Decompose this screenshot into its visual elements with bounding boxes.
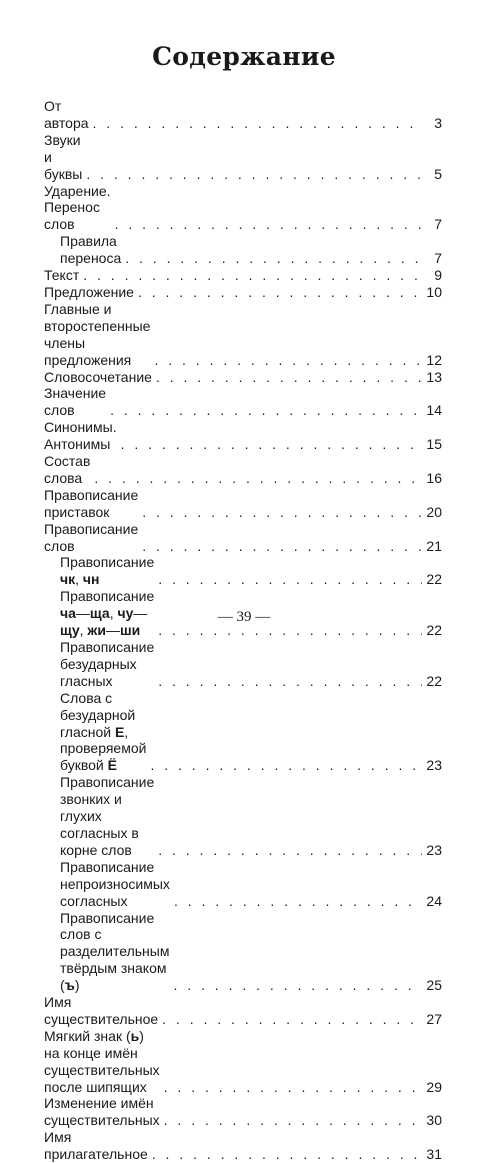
toc-entry-page: 3 <box>434 114 442 131</box>
toc-entry[interactable] <box>44 639 442 690</box>
toc-entry[interactable] <box>44 98 442 132</box>
toc-entry[interactable] <box>44 267 442 284</box>
dot-leader <box>115 216 424 233</box>
toc-entry-title: Правописание чк, чн <box>60 554 155 588</box>
toc-entry-title: Имя прилагательное <box>44 1129 148 1163</box>
toc-entry-title: Правописание ча—ща, чу—щу, жи—ши <box>60 588 155 639</box>
toc-entry-page: 9 <box>434 267 442 284</box>
toc-entry[interactable] <box>44 994 442 1028</box>
dot-leader <box>158 571 422 588</box>
toc-entry-page: 30 <box>426 1112 442 1129</box>
toc-entry-title: Значение слов <box>44 385 107 419</box>
dot-leader <box>154 352 422 369</box>
toc-entry-title: Изменение имён существительных <box>44 1095 160 1129</box>
toc-entry-title: От автора <box>44 98 89 131</box>
toc-entry[interactable] <box>44 183 442 234</box>
page-number: — 39 — <box>217 609 271 625</box>
toc-entry-title: Правописание непроизносимых согласных <box>60 858 170 909</box>
dot-leader <box>138 284 422 301</box>
toc-entry[interactable] <box>44 301 442 369</box>
page-title: Содержание <box>152 42 336 71</box>
toc-entry[interactable] <box>44 453 442 487</box>
dot-leader <box>121 436 423 453</box>
toc-entry-page: 10 <box>426 283 442 300</box>
toc-entry-page: 20 <box>426 503 442 520</box>
toc-entry[interactable] <box>44 690 442 775</box>
toc-entry[interactable] <box>44 487 442 521</box>
toc-entry-page: 23 <box>426 841 442 858</box>
toc-entry-page: 21 <box>426 537 442 554</box>
toc-entry-title: Ударение. Перенос слов <box>44 182 111 233</box>
dot-leader <box>150 757 422 774</box>
toc-entry-title: Правила переноса <box>60 233 122 267</box>
toc-entry-page: 22 <box>426 672 442 689</box>
toc-entry[interactable] <box>44 859 442 910</box>
toc-entry-title: Предложение <box>44 283 134 300</box>
toc-entry[interactable] <box>44 1028 442 1096</box>
dot-leader <box>173 977 422 994</box>
dot-leader <box>142 538 422 555</box>
toc-entry-page: 31 <box>426 1146 442 1163</box>
toc-entry-title: Синонимы. Антонимы <box>44 419 117 453</box>
dot-leader <box>164 1112 423 1129</box>
toc-entry[interactable] <box>44 521 442 555</box>
toc-entry-page: 7 <box>434 250 442 267</box>
toc-entry[interactable] <box>44 132 442 183</box>
toc-entry-title: Главные и второстепенные члены предложения <box>44 300 151 368</box>
toc-entry-title: Имя существительное <box>44 994 159 1027</box>
toc-entry[interactable] <box>44 1095 442 1129</box>
toc-entry-page: 12 <box>426 351 442 368</box>
toc-entry[interactable] <box>44 369 442 386</box>
toc-entry[interactable] <box>44 1129 442 1163</box>
toc-entry-page: 27 <box>426 1010 442 1027</box>
toc-entry[interactable] <box>44 233 442 267</box>
dot-leader <box>93 115 424 132</box>
toc-entry-title: Правописание приставок <box>44 486 139 520</box>
dot-leader <box>125 250 424 267</box>
dot-leader <box>83 267 424 284</box>
dot-leader <box>164 1079 423 1096</box>
dot-leader <box>86 166 424 183</box>
toc-entry[interactable] <box>44 774 442 859</box>
toc-entry-page: 15 <box>426 436 442 453</box>
dot-leader <box>110 402 422 419</box>
dot-leader <box>158 673 422 690</box>
toc-entry-page: 22 <box>426 622 442 639</box>
toc-entry-page: 7 <box>434 216 442 233</box>
toc-entry-title: Слова с безударной гласной Е, проверяемой буквой Ё <box>60 689 147 774</box>
dot-leader <box>94 470 422 487</box>
toc-entry-page: 14 <box>426 402 442 419</box>
toc-entry-page: 16 <box>426 469 442 486</box>
toc-entry-page: 29 <box>426 1078 442 1095</box>
toc-entry[interactable] <box>44 385 442 419</box>
toc-entry-page: 5 <box>434 165 442 182</box>
toc-entry-page: 25 <box>426 977 442 994</box>
toc-entry-title: Правописание звонких и глухих согласных в корне слов <box>60 774 155 858</box>
toc-entry-title: Состав слова <box>44 453 91 486</box>
toc-entry-page: 23 <box>426 757 442 774</box>
toc-entry[interactable] <box>44 419 442 453</box>
toc-entry-title: Звуки и буквы <box>44 131 83 182</box>
toc-entry[interactable] <box>44 284 442 301</box>
toc-entry[interactable] <box>44 554 442 588</box>
toc-entry-title: Правописание слов с разделительным твёрдым знаком (ъ) <box>60 909 170 994</box>
toc-entry-page: 13 <box>426 368 442 385</box>
toc-entry-title: Текст <box>44 267 80 284</box>
dot-leader <box>158 842 422 859</box>
dot-leader <box>152 1146 423 1163</box>
table-of-contents <box>44 98 442 1163</box>
toc-entry-page: 22 <box>426 571 442 588</box>
dot-leader <box>162 1011 422 1028</box>
dot-leader <box>156 369 423 386</box>
toc-entry-title: Правописание безударных гласных <box>60 639 155 689</box>
toc-entry-title: Правописание слов <box>44 520 139 554</box>
toc-entry-page: 24 <box>426 892 442 909</box>
dot-leader <box>142 504 422 521</box>
dot-leader <box>174 893 422 910</box>
toc-entry-title: Мягкий знак (ь) на конце имён существительных после шипящих <box>44 1027 160 1095</box>
toc-entry-title: Словосочетание <box>44 368 152 385</box>
toc-entry[interactable] <box>44 910 442 995</box>
